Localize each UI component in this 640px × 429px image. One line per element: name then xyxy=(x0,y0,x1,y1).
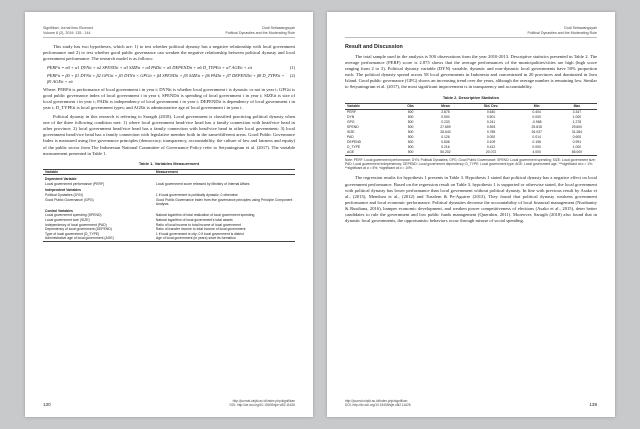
table-cell: 500 xyxy=(396,150,426,156)
left-page xyxy=(25,12,313,417)
table-cell: SPEND xyxy=(347,124,359,129)
table-group-title: Dependent Variable xyxy=(45,177,77,182)
page-number: 130 xyxy=(43,402,51,407)
table-cell: 0.600 xyxy=(572,134,582,139)
equation-number: (2) xyxy=(289,73,295,79)
page-number: 139 xyxy=(589,402,597,407)
section-title: Result and Discussion xyxy=(345,44,403,50)
table-caption: Table 2. Descriptive Statistics xyxy=(442,94,500,100)
equation-number: (1) xyxy=(289,65,295,71)
table-cell: SIZE xyxy=(347,129,355,134)
table-cell: Age of local government (in years) since its formation xyxy=(154,236,295,241)
table-cell: 0.000 xyxy=(532,144,541,149)
table-cell: 1 if local government is politically dynastic; 0 otherwise xyxy=(155,193,238,198)
table-cell: 0.593 xyxy=(486,124,496,129)
table-cell: Local government score released by Ministry of Internal Affairs xyxy=(155,181,250,186)
table-cell: 65.000 xyxy=(557,150,597,156)
table-group-title: Control Variables xyxy=(45,208,73,213)
table-cell: 4.000 xyxy=(517,150,557,156)
table-cell: 20.072 xyxy=(466,150,517,156)
table-cell: Ratio of local income to total income of local government xyxy=(155,222,241,227)
table-cell: 31.284 xyxy=(571,129,583,134)
table-cell: Administrative age of local government (AGE) xyxy=(43,236,154,241)
header-author: Dodi Setiawangsyah xyxy=(262,26,295,30)
table-cell: 500 xyxy=(407,114,414,119)
header-divider xyxy=(43,37,295,38)
table-cell: PAD xyxy=(347,134,354,139)
table-cell: 0.991 xyxy=(572,139,582,144)
journal-name: Signifikan: Jurnal Ilmu Ekonomi xyxy=(43,26,94,30)
header-article-title: Political Dynasties and the Moderating Role xyxy=(527,30,597,35)
table-cell: 0.092 xyxy=(486,134,496,139)
table-cell: -0.968 xyxy=(531,119,542,124)
table-cell: 1.000 xyxy=(572,144,582,149)
table-cell: 0.501 xyxy=(486,114,496,119)
journal-link[interactable]: http://journal.uinjkt.ac.id/index.php/signifikan xyxy=(232,398,295,403)
table-cell: Dependency of local government (DEPEND) xyxy=(45,227,112,232)
table-cell: Independency of local government (PAD) xyxy=(45,222,107,227)
table-cell: 1.000 xyxy=(572,114,582,119)
table-cell: DYN xyxy=(347,114,355,119)
table-cell: 0.014 xyxy=(532,134,541,139)
table-cell: 500 xyxy=(407,119,414,124)
table-cell: 0.785 xyxy=(486,129,496,134)
page-header xyxy=(43,26,295,35)
table-cell: 0.412 xyxy=(486,144,496,149)
table-cell: 500 xyxy=(407,124,414,129)
variables-table xyxy=(43,169,295,242)
table-cell: 0.126 xyxy=(441,134,450,139)
table-cell: AGE xyxy=(345,150,396,156)
table-header: Variable xyxy=(43,169,154,175)
table-header: Variable xyxy=(345,103,396,109)
table-header: Mean xyxy=(425,103,465,109)
table-caption: Table 1. Variables Measurement xyxy=(138,160,200,166)
table-row xyxy=(43,236,295,241)
table-cell: 29.600 xyxy=(571,124,583,129)
header-divider xyxy=(345,37,597,38)
header-author: Dodi Setiawangsyah xyxy=(564,26,597,30)
table-cell: Local government size (SIZE) xyxy=(45,218,90,223)
table-cell: 500 xyxy=(407,144,414,149)
body-paragraph: Where: PERFit is performance of local government i in year t; DYNit is whether local government i is dynastic or not in year t; GPGit is good public governance index of local government i in year t; SPENDit is spending of local government i in year t; SIZEit is size of local government i in year t; PADit is independency of local government i in year t; DEPENDit is dependency of local government i in year t; D_TYPEit is local government types; and AGEit is administrative age of local government i in year t. xyxy=(43,86,295,110)
table-note: Note: PERF: Local government performance; DYN: Political Dynasties; GPG: Good Public Governance; SPEND: Local government spending; SIZE: Local government size; PAD: Local government Independency; DEPEND: Local government dependency; D_TYPE: Local government type; AGE: Local government age. ***significant at α = 1%; **significant at α = 5%; *significant at α = 10%. xyxy=(345,157,596,171)
body-paragraph: Political dynasty in this research is referring to Saragih (2018). Local government is classified practicing political dynasty when one of the three following condition met: 1) where local government head/vice head has a family connection with head/vice head in other province; 2) local government head/vice head has a family connection with head/vice head in other local government; 3) local government head/vice head has a family connection with legislative member both in the same/different areas. Good Public Governance Index is measured using five governance principles (democracy, transparency, accountability, the culture of law and fairness and equity) of the public sector from The Indonesian National Committee of Governance Policy refer to Setyaningrum et al. (2017). The variable measurement presented in Table 1. xyxy=(43,114,295,156)
table-row xyxy=(345,150,597,156)
equation-1 xyxy=(47,65,295,71)
table-cell: 0.000 xyxy=(532,114,541,119)
table-cell: 26.037 xyxy=(531,129,542,134)
table-cell: Natural logarithm of total realization of local government spending xyxy=(155,213,255,218)
journal-volume: Volume 8 (2), 2019: 135 - 144 xyxy=(43,30,91,35)
body-paragraph: The regression results for hypothesis 1 presents in Table 3. Hypothesis 1 stated that political dynasty has a negative effect on local government performance. Based on the regression result on Table 3, hypothesis 1 is supported or otherwise stated, the local government with political dynasty has lower performance than local government without political dynasty. In line with previous result by Asako et al., (2015), Mendoza et al., (2012) and Tusalem & Pe-Aguirre (2013). They found that political dynasty weakens government performance and local economic performance. Political dynasties decrease the accountability of local financial management (Nurdiantiy & Rusdiana, 2016), hamper economic development, and weaken power competitiveness of elections (Asako et al., 2015), deter better candidates to rule the government and low public funds management (Querubin, 2011). Moreover, Saragih (2018) also found that in dynastic local governments, the opportunistic behaviors occur through misuse of social spending. xyxy=(345,175,597,224)
table-cell: Ratio of transfer income to total income of local government xyxy=(155,227,246,232)
table-cell: 0.640 xyxy=(486,109,496,114)
table-cell: Local government spending (SPEND) xyxy=(45,213,102,218)
body-paragraph: This study has two hypotheses, which are: 1) to test whether political dynasty has a negative relationship with local government performance and 2) to test whether good public governance can weaken the negative relationship between political dynasty and local government performance. The research model is as follows: xyxy=(43,44,295,62)
table-cell: 500 xyxy=(407,109,414,114)
doi-link[interactable]: DOI: http://dx.doi.org/10.15408/sjie.v8i2.11626 xyxy=(229,402,295,407)
table-cell: 27.659 xyxy=(440,124,451,129)
table-cell: DEPEND xyxy=(347,139,362,144)
table-cell: 0.109 xyxy=(486,139,496,144)
journal-link[interactable]: http://journal.uinjkt.ac.id/index.php/signifikan xyxy=(345,398,408,403)
table-cell: 0.500 xyxy=(441,114,450,119)
page-footer xyxy=(345,399,597,407)
doi-link[interactable]: DOI: http://dx.doi.org/10.15408/sjie.v8i2.11626 xyxy=(345,402,411,407)
table-cell: 0.216 xyxy=(441,144,450,149)
table-header: Measurement xyxy=(154,169,295,175)
table-cell: 500 xyxy=(407,134,414,139)
table-header: Max xyxy=(557,103,597,109)
table-cell: 50.202 xyxy=(425,150,465,156)
equation-text: PERFit = β0 + β1 DYNit + β2 GPGit + β3 DYNit × GPGit + β4 SPENDit + β5 SIZEit + β6 PADit + β7 DEPENDit + β8 D_TYPEit + β9 AGEit + εit xyxy=(47,73,285,84)
table-cell: 1 if local government is city; 0 if local government is district xyxy=(155,231,244,236)
table-cell: Type of local government (D_TYPE) xyxy=(45,231,100,236)
table-cell: 28.640 xyxy=(440,129,451,134)
table-cell: 0.241 xyxy=(486,119,496,124)
table-cell: 500 xyxy=(407,139,414,144)
table-header: Std. Dev. xyxy=(466,103,517,109)
table-cell: Political Dynasties (DYN) xyxy=(45,193,83,198)
table-cell: 2.875 xyxy=(441,109,450,114)
header-article-title: Political Dynasties and the Moderating Role xyxy=(225,30,295,35)
table-cell: D_TYPE xyxy=(347,144,361,149)
table-cell: GPG xyxy=(347,119,355,124)
table-group-title: Independent Variables xyxy=(45,188,81,193)
table-cell: 1.278 xyxy=(572,119,582,124)
page-footer xyxy=(43,399,295,407)
table-cell: Good Public Governance (GPG) xyxy=(45,197,94,202)
table-cell: 500 xyxy=(407,129,414,134)
table-cell: PERF xyxy=(347,109,357,114)
table-cell: Local government performance (PERF) xyxy=(45,181,105,186)
table-cell: Good Public Governance Index from five governance principles using Principle Component Analysis xyxy=(155,197,293,207)
table-cell: 25.815 xyxy=(531,124,542,129)
table-cell: 0.838 xyxy=(441,139,450,144)
body-paragraph: The total sample used in the analysis is 500 observations from the year 2010-2013. Descriptive statistics presented in Table 2. The average performance (PERF) score is 2.875 shows that the average performances of the municipalities/cities are high (high score ranging from 2 to 3). Political dynasty variable (DYN) variable, dynastic and non-dynastic local governments have 50% proportion each. The political dynasty spread across 58 local governments in Indonesia and concentrated in 20 provinces and dominated in Java Island. Good public governance (GPG) shows an increasing trend over the years, although the average number is remaining low. Similar to Setyaningrum et al. (2017), the most significant improvement is in transparency and accountability. xyxy=(345,54,597,90)
descriptive-statistics-table xyxy=(345,103,597,156)
table-cell: Natural logarithm of local government's total assets xyxy=(155,218,233,223)
equation-2 xyxy=(47,73,295,85)
page-header xyxy=(345,26,597,35)
table-cell: 0.233 xyxy=(441,119,450,124)
table-cell: 0.404 xyxy=(532,109,541,114)
table-row xyxy=(43,198,295,207)
table-cell: 0.196 xyxy=(532,139,541,144)
table-header: Min xyxy=(517,103,557,109)
table-header: Obs xyxy=(396,103,426,109)
right-page xyxy=(327,12,615,417)
table-cell: 3.347 xyxy=(572,109,582,114)
equation-text: PERFit = α0 + α1 DYNit + α2 SPENDit + α3 SIZEit + α4 PADit + α5 DEPENDit + α6 D_TYPEit + α7 AGEit + εit xyxy=(47,65,252,71)
